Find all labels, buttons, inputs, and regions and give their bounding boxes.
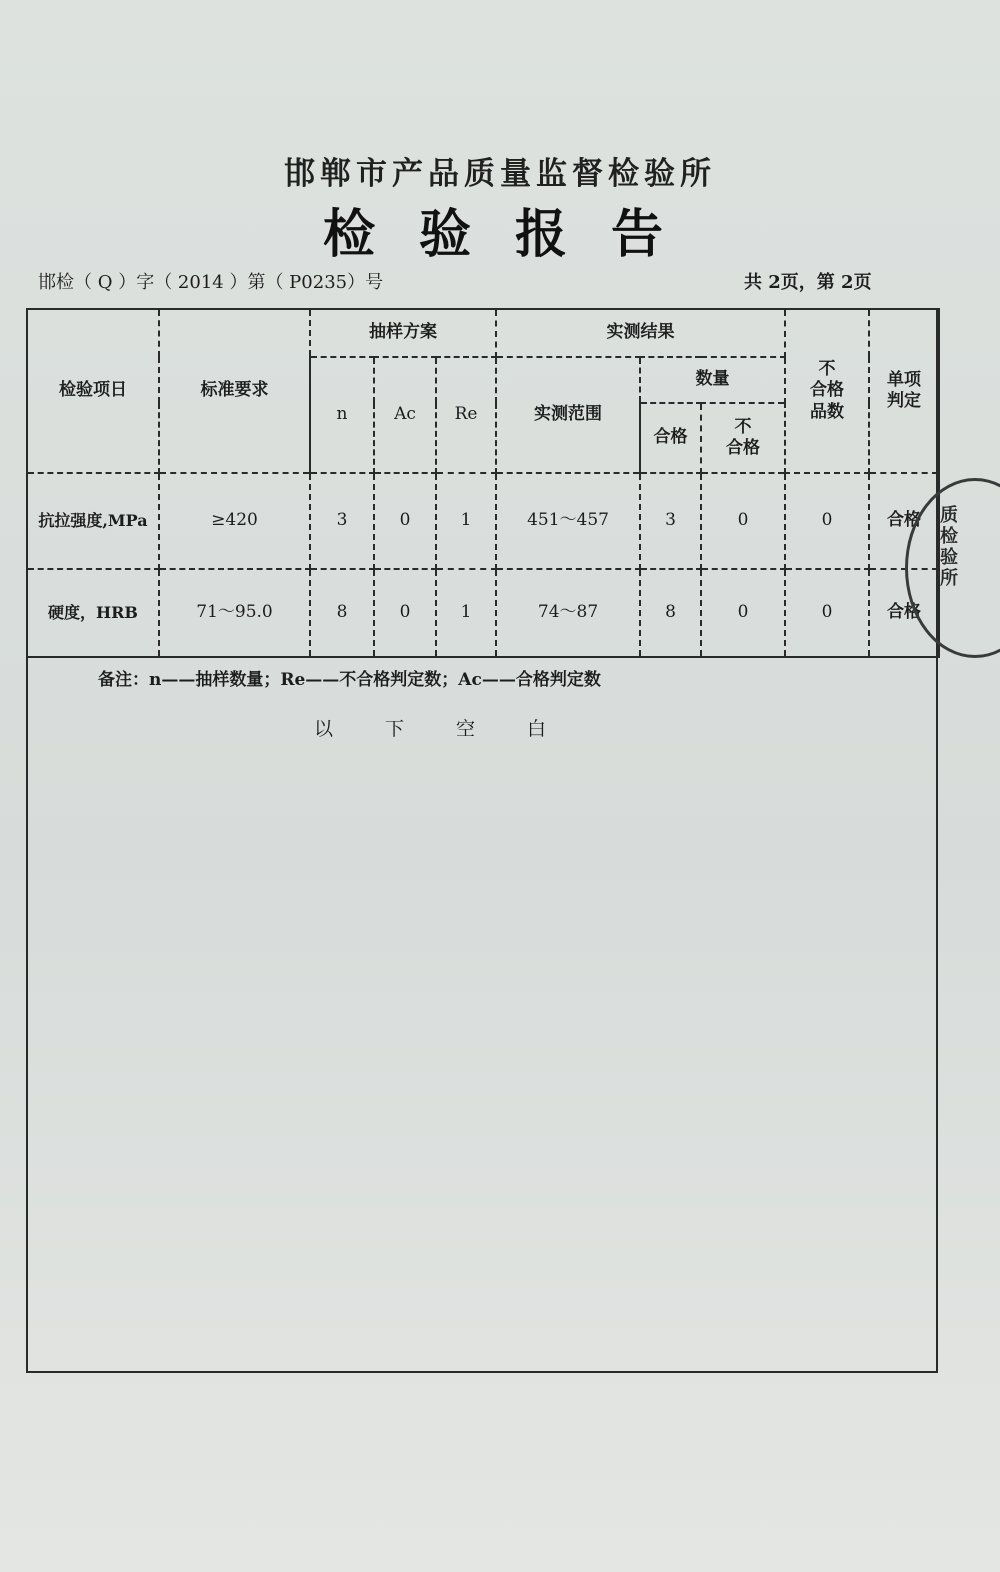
official-seal-text: 质检验所 [937,505,958,589]
header-unqualified-line2: 合格 [726,438,761,458]
row-verdict: 合格 [869,569,939,657]
header-quantity: 数量 [640,357,785,403]
row-re: 1 [436,569,496,657]
header-ac: Ac [374,357,436,473]
blank-below-notice: 以下空白 [314,718,599,740]
row-n: 3 [310,473,374,569]
row-defective: 0 [785,473,869,569]
row-qualified: 8 [640,569,701,657]
report-title: 检验报告 [322,204,707,265]
remark-note: 备注：n——抽样数量；Re——不合格判定数；Ac——合格判定数 [98,670,601,690]
header-sampling-plan: 抽样方案 [310,309,496,357]
row-unqualified: 0 [701,473,785,569]
header-defective-line3: 品数 [810,401,845,422]
row-standard: 71～95.0 [159,569,310,657]
table-row [27,473,939,569]
row-n: 8 [310,569,374,657]
organization-title: 邯郸市产品质量监督检验所 [284,156,716,192]
table-row [27,569,939,657]
header-verdict-line2: 判定 [887,391,922,411]
header-re: Re [436,357,496,473]
header-unqualified-line1: 不 [734,416,752,437]
row-defective: 0 [785,569,869,657]
row-qualified: 3 [640,473,701,569]
row-unqualified: 0 [701,569,785,657]
header-qualified: 合格 [640,403,701,473]
header-inspection-item: 检验项日 [27,309,159,473]
inspection-results-table [26,308,940,658]
row-verdict: 合格 [869,473,939,569]
row-item: 抗拉强度,MPa [27,473,159,569]
header-item-verdict [869,309,939,473]
row-re: 1 [436,473,496,569]
header-measured-results: 实测结果 [496,309,785,357]
header-unqualified [701,403,785,473]
row-ac: 0 [374,569,436,657]
row-item: 硬度，HRB [27,569,159,657]
header-defective-count [785,309,869,473]
header-defective-line2: 合格 [810,380,845,401]
header-n: n [310,357,374,473]
page-indicator: 共 2页，第 2页 [744,272,872,293]
header-standard-requirement: 标准要求 [159,309,310,473]
row-standard: ≥420 [159,473,310,569]
report-reference-number: 邯检（ Q ）字（ 2014 ）第（ P0235）号 [38,272,384,293]
row-range: 74～87 [496,569,640,657]
header-verdict-line1: 单项 [887,369,922,390]
row-range: 451～457 [496,473,640,569]
header-defective-line1: 不 [818,359,836,380]
header-measured-range: 实测范围 [496,357,640,473]
row-ac: 0 [374,473,436,569]
